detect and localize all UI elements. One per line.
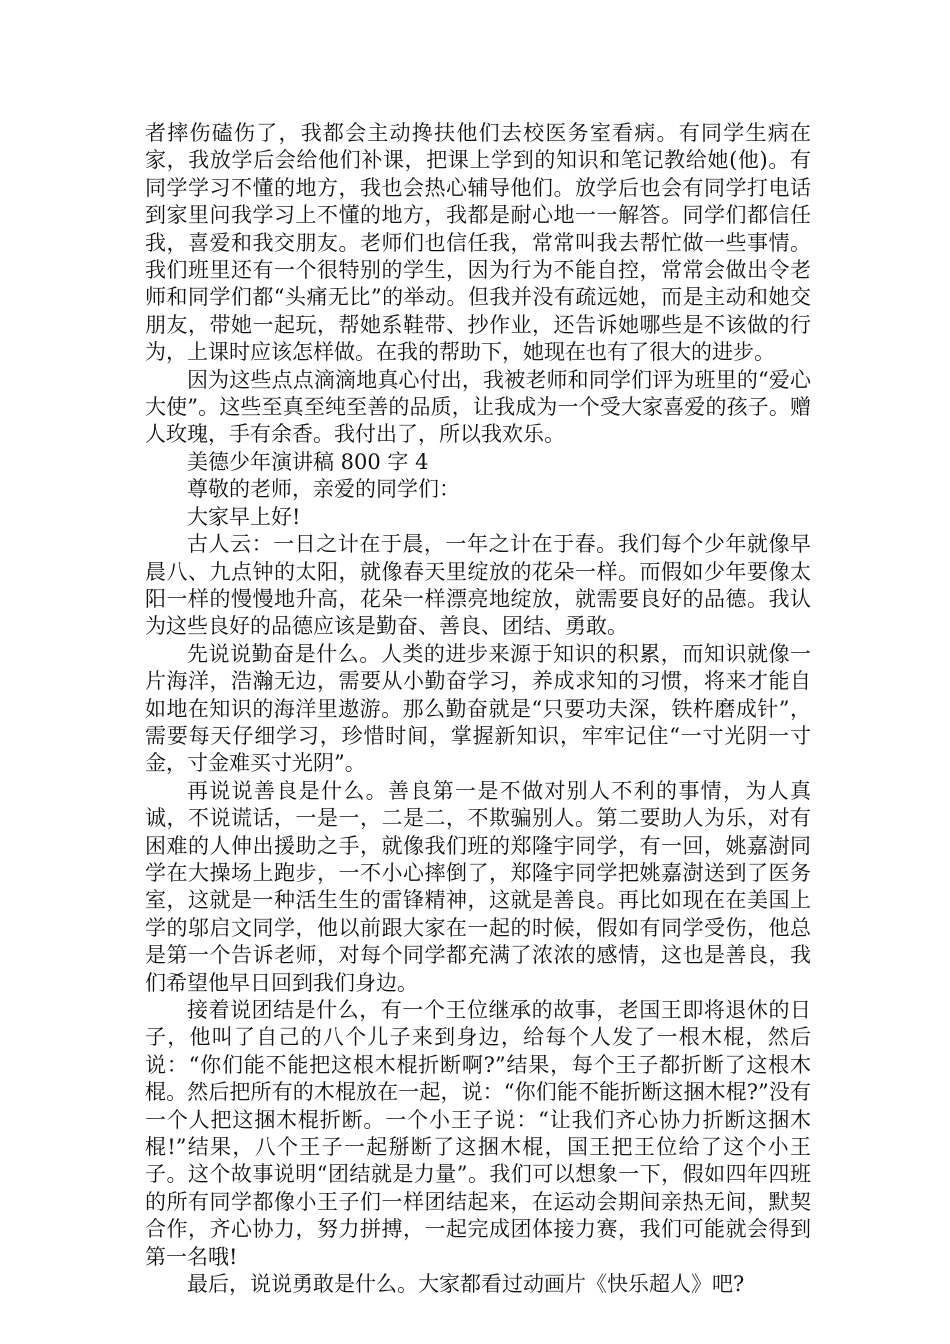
paragraph: 因为这些点点滴滴地真心付出，我被老师和同学们评为班里的“爱心大使”。这些至真至纯至善的品质，让我成为一个受大家喜爱的孩子。赠人玫瑰，手有余香。我付出了，所以我欢乐。 (145, 367, 811, 447)
paragraph: 古人云：一日之计在于晨，一年之计在于春。我们每个少年就像早晨八、九点钟的太阳，就像春天里绽放的花朵一样。而假如少年要像太阳一样的慢慢地升高，花朵一样漂亮地绽放，就需要良好的品德。我认为这些良好的品德应该是勤奋、善良、团结、勇敢。 (145, 532, 811, 639)
section-heading: 美德少年演讲稿 800 字 4 (187, 449, 429, 474)
document-body (145, 120, 811, 1298)
paragraph: 者摔伤磕伤了，我都会主动搀扶他们去校医务室看病。有同学生病在家，我放学后会给他们补课，把课上学到的知识和笔记教给她(他)。有同学学习不懂的地方，我也会热心辅导他们。放学后也会有同学打电话到家里问我学习上不懂的地方，我都是耐心地一一解答。同学们都信任我，喜爱和我交朋友。老师们也信任我，常常叫我去帮忙做一些事情。我们班里还有一个很特别的学生，因为行为不能自控，常常会做出令老师和同学们都“头痛无比”的举动。但我并没有疏远她，而是主动和她交朋友，带她一起玩，帮她系鞋带、抄作业，还告诉她哪些是不该做的行为，上课时应该怎样做。在我的帮助下，她现在也有了很大的进步。 (145, 121, 811, 365)
paragraph: 最后，说说勇敢是什么。大家都看过动画片《快乐超人》吧? (187, 1272, 745, 1297)
paragraph: 先说说勤奋是什么。人类的进步来源于知识的积累，而知识就像一片海洋，浩瀚无边，需要从小勤奋学习，养成求知的习惯，将来才能自如地在知识的海洋里遨游。那么勤奋就是“只要功夫深，铁杵磨成针”，需要每天仔细学习，珍惜时间，掌握新知识，牢牢记住“一寸光阴一寸金，寸金难买寸光阴”。 (145, 641, 811, 776)
paragraph: 再说说善良是什么。善良第一是不做对别人不利的事情，为人真诚，不说谎话，一是一，二是二，不欺骗别人。第二要助人为乐，对有困难的人伸出援助之手，就像我们班的郑隆宇同学，有一回，姚嘉澍同学在大操场上跑步，一不小心摔倒了，郑隆宇同学把姚嘉澍送到了医务室，这就是一种活生生的雷锋精神，这就是善良。再比如现在在美国上学的邬启文同学，他以前跟大家在一起的时候，假如有同学受伤，他总是第一个告诉老师，对每个同学都充满了浓浓的感情，这也是善良，我们希望他早日回到我们身边。 (145, 778, 811, 995)
salutation: 尊敬的老师，亲爱的同学们： (187, 477, 460, 502)
greeting: 大家早上好! (187, 504, 301, 529)
paragraph: 接着说团结是什么，有一个王位继承的故事，老国王即将退休的日子，他叫了自己的八个儿子来到身边，给每个人发了一根木棍，然后说：“你们能不能把这根木棍折断啊?”结果，每个王子都折断了这根木棍。然后把所有的木棍放在一起，说：“你们能不能折断这捆木棍?”没有一个人把这捆木棍折断。一个小王子说：“让我们齐心协力折断这捆木棍!”结果，八个王子一起掰断了这捆木棍，国王把王位给了这个小王子。这个故事说明“团结就是力量”。我们可以想象一下，假如四年四班的所有同学都像小王子们一样团结起来，在运动会期间亲热无间，默契合作，齐心协力，努力拼搏，一起完成团体接力赛，我们可能就会得到第一名哦! (145, 998, 811, 1269)
